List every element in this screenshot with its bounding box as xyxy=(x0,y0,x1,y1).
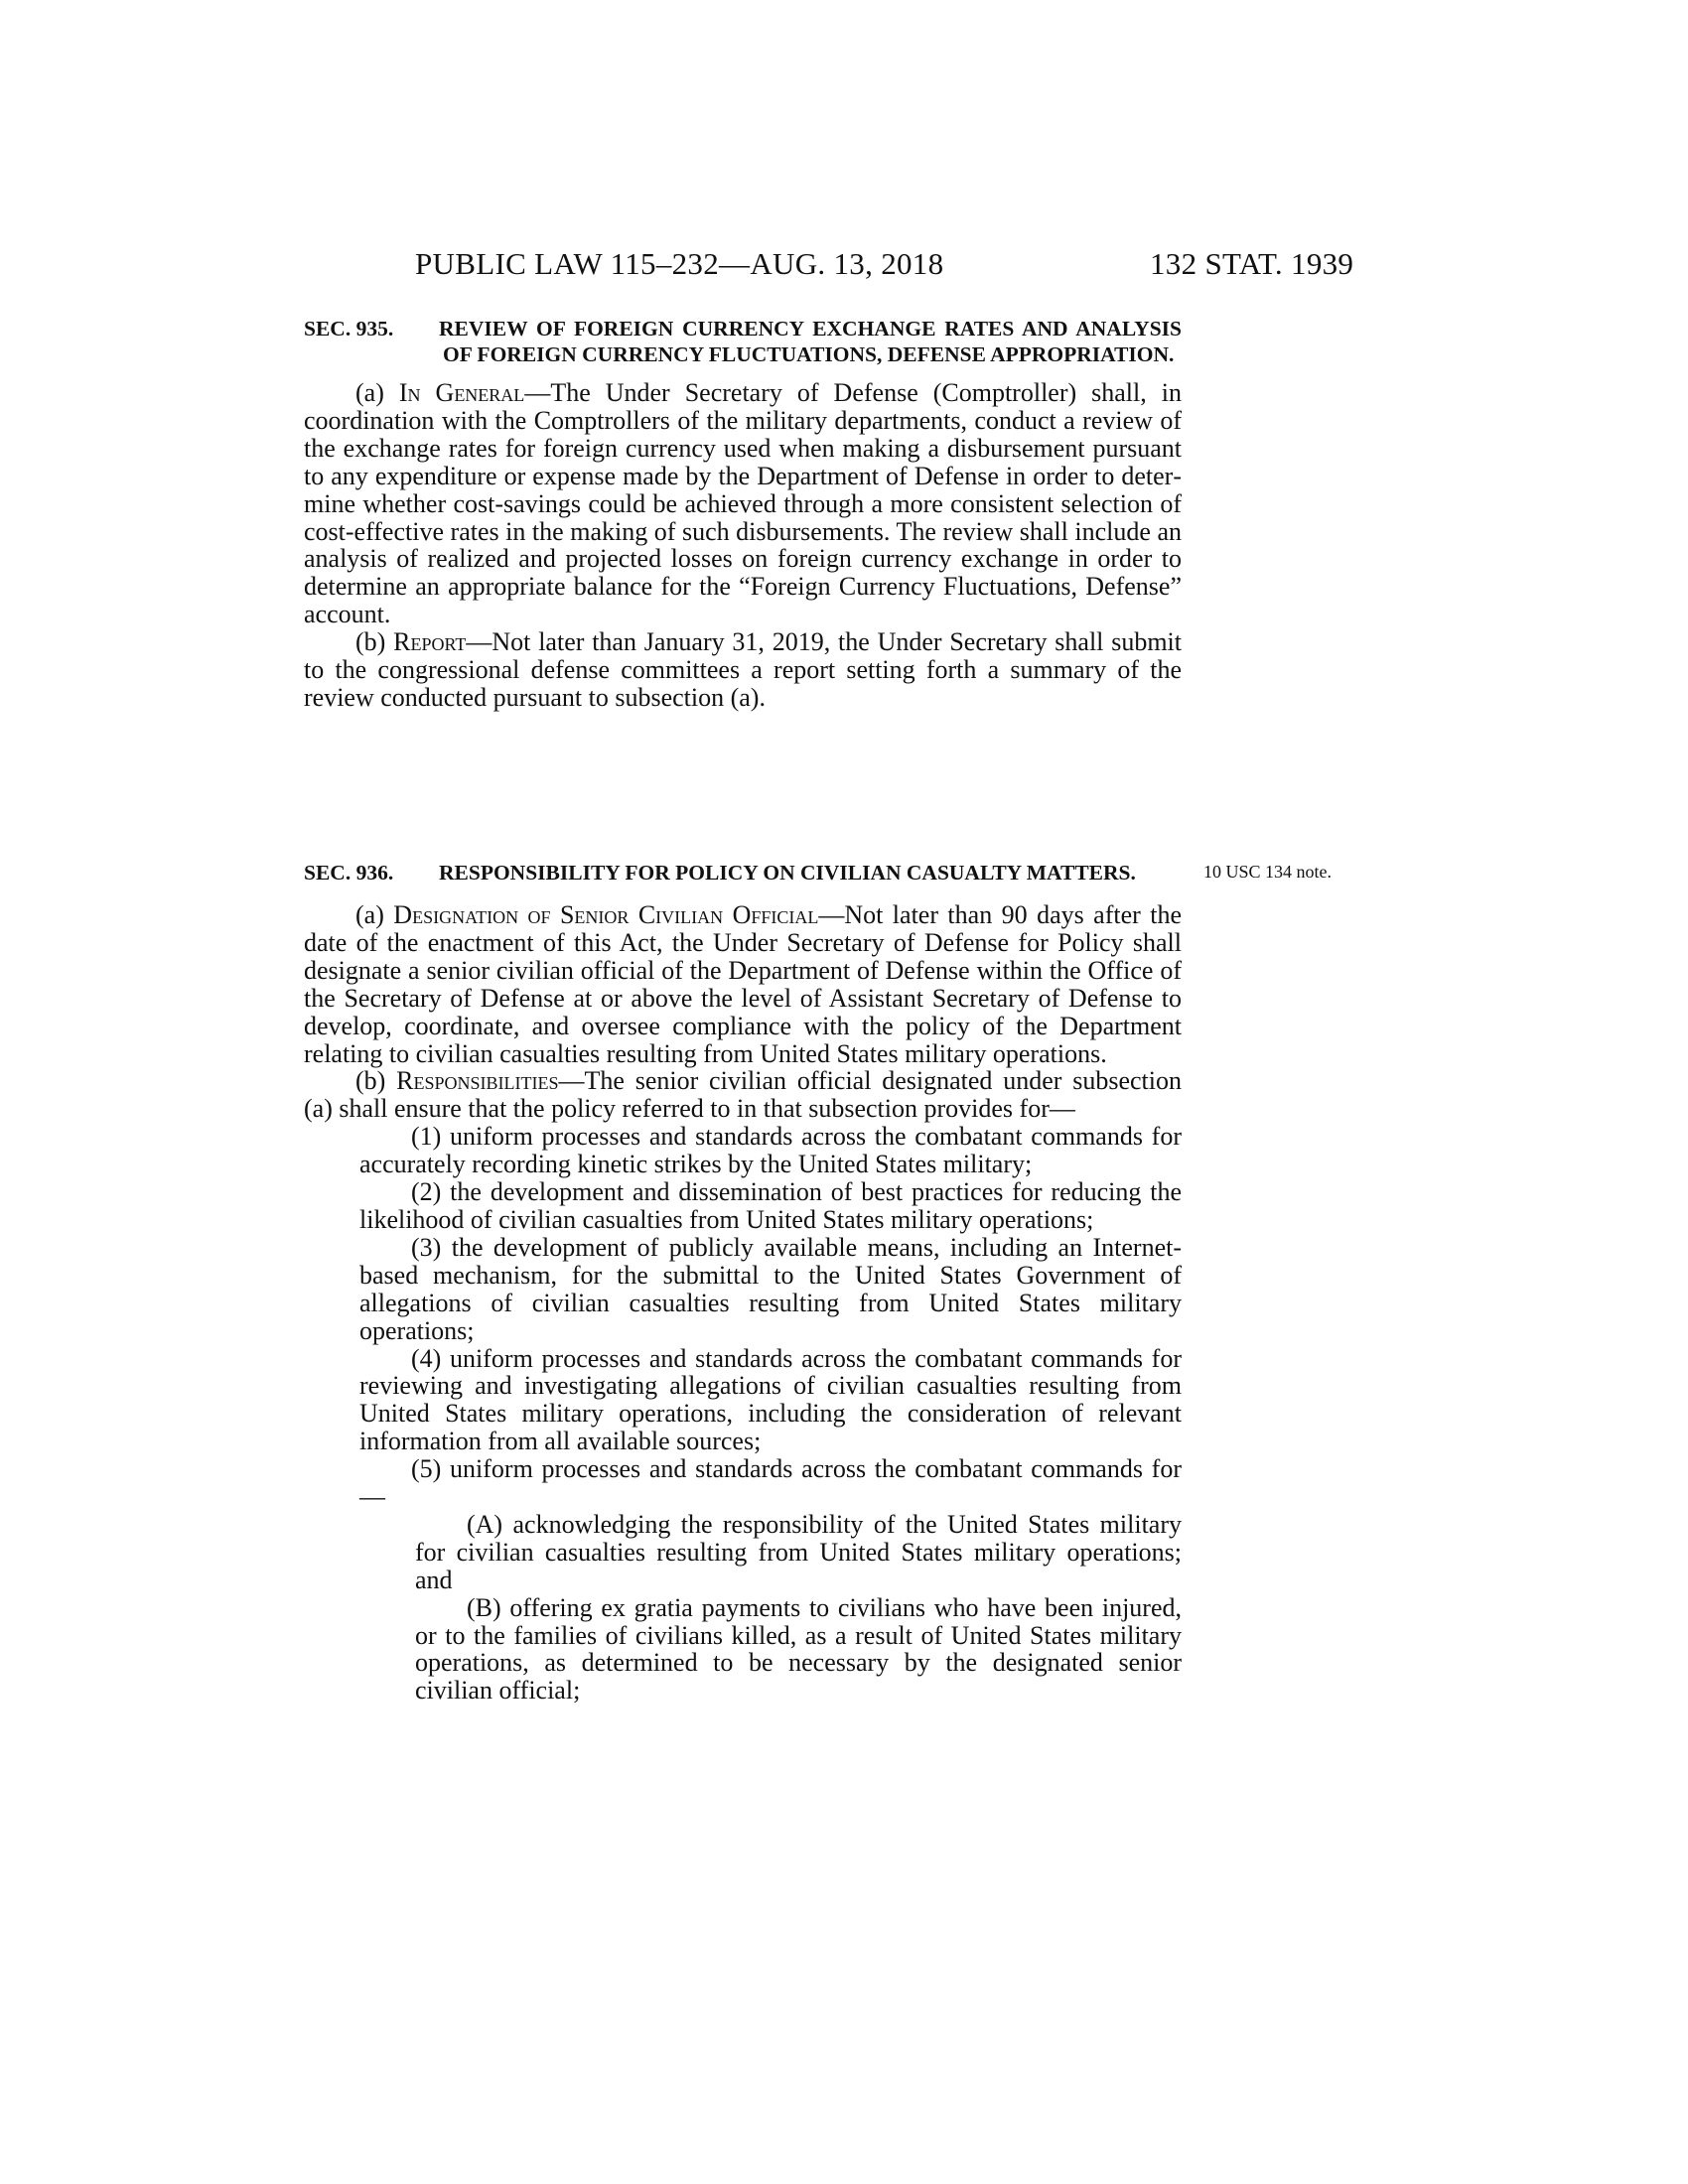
statute-page-number: 132 STAT. 1939 xyxy=(1150,246,1354,281)
section-935-subsection-b xyxy=(304,628,1182,712)
section-936-number: SEC. 936. xyxy=(304,861,394,885)
subsection-caption: Responsibilities xyxy=(396,1066,559,1096)
paragraph-item: (5) uniform processes and standards across the combatant commands for— xyxy=(359,1454,1182,1512)
subsection-label: (b) xyxy=(355,1066,397,1096)
section-936 xyxy=(304,860,1182,1705)
paragraph-item: (2) the development and dissemination of best practices for reducing the likelihood of civilian casualties from United States military operations; xyxy=(359,1177,1182,1234)
section-935-title: REVIEW OF FOREIGN CURRENCY EXCHANGE RATES AND ANALYSIS OF FOREIGN CURRENCY FLUCTUATIONS, DEFENSE APPROPRIATION. xyxy=(439,317,1182,366)
section-935-subsection-a xyxy=(304,379,1182,628)
paragraph-item: (3) the development of publicly available means, including an Internet-based mechanism, for the submittal to the United States Government of allegations of civilian casualties resulting from United States military operations; xyxy=(359,1232,1182,1345)
subsection-label: (a) xyxy=(355,900,394,929)
section-936-title: RESPONSIBILITY FOR POLICY ON CIVILIAN CASUALTY MATTERS. xyxy=(439,861,1136,885)
subsection-label: (b) xyxy=(355,627,394,657)
paragraph-item: (1) uniform processes and standards across the combatant commands for accurately recording kinetic strikes by the United States military; xyxy=(359,1122,1182,1179)
section-936-subsection-a xyxy=(304,901,1182,1067)
section-936-heading xyxy=(304,860,1182,886)
subparagraph-item: (B) offering ex gratia payments to civilians who have been injured, or to the families of civilians killed, as a result of United States military operations, as determined to be necessary by the designated senior civilian official; xyxy=(415,1592,1182,1706)
subsection-caption: In General xyxy=(398,378,525,407)
subsection-caption: Report xyxy=(393,627,467,657)
section-935 xyxy=(304,316,1182,712)
page-header xyxy=(0,246,1688,286)
running-head-title: PUBLIC LAW 115–232—AUG. 13, 2018 xyxy=(415,246,944,281)
subsection-label: (a) xyxy=(355,378,399,407)
subsection-text: —Not later than January 31, 2019, the Under Secretary shall submit to the congressional defense committees a report setting forth a summary of the review conducted pursuant to subsection (a). xyxy=(304,627,1182,712)
paragraph-item: (4) uniform processes and standards across the combatant commands for reviewing and investigating allegations of civilian casualties resulting from United States military operations, including the consideration of relevant information from all available sources; xyxy=(359,1343,1182,1456)
subsection-text: —The senior civilian official designated under subsection (a) shall ensure that the policy referred to in that subsection provides for— xyxy=(304,1066,1182,1124)
section-936-subsection-b xyxy=(304,1067,1182,1123)
subsection-caption: Designation of Senior Civilian Official xyxy=(393,900,819,929)
section-935-number: SEC. 935. xyxy=(304,317,394,341)
margin-note-usc: 10 USC 134 note. xyxy=(1203,862,1333,882)
subparagraph-item: (A) acknowledging the responsibility of the United States military for civilian casualties resulting from United States military operations; and xyxy=(415,1509,1182,1594)
section-935-heading xyxy=(304,316,1182,367)
subsection-text: —Not later than 90 days after the date of the enactment of this Act, the Under Secretary of Defense for Policy shall designate a senior civilian official of the Department of Defense within the Office of the Secretary of Defense at or above the level of Assistant Secretary of Defense to develop, coordinate, and oversee compliance with the policy of the Department relating to civilian casualties resulting from United States military operations. xyxy=(304,900,1182,1068)
subsection-text: —The Under Secretary of Defense (Comptroller) shall, in coordination with the Comptrollers of the military departments, conduct a review of the exchange rates for foreign currency used when making a disbursement pursuant to any expenditure or expense made by the Department of Defense in order to determine whether cost-savings could be achieved through a more consistent selection of cost-effective rates in the making of such disbursements. The review shall include an analysis of realized and projected losses on foreign currency exchange in order to determine an appropriate balance for the “Foreign Currency Fluctuations, Defense” account. xyxy=(304,378,1182,629)
